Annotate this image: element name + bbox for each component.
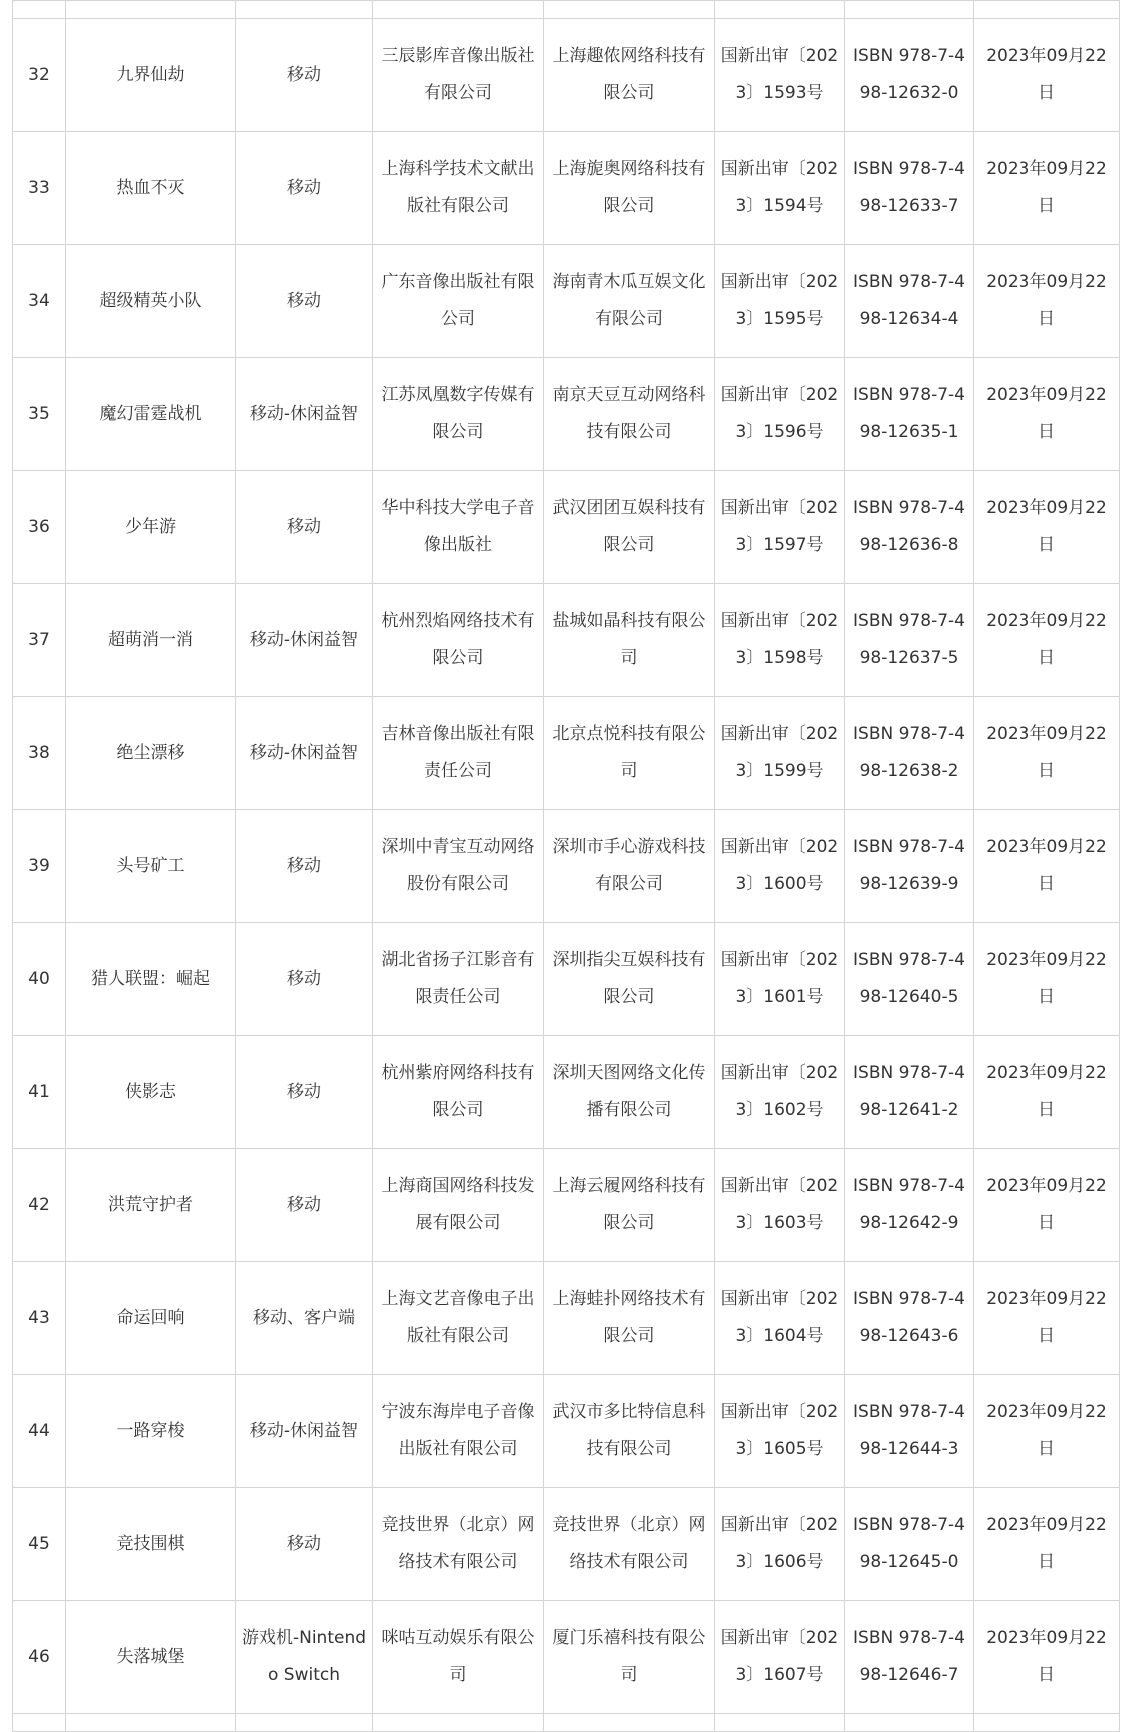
approval-date-cell: 2023年09月22日 bbox=[974, 584, 1120, 697]
platform-type-cell: 移动 bbox=[236, 1036, 373, 1149]
publisher-cell: 华中科技大学电子音像出版社 bbox=[373, 471, 544, 584]
approval-date-cell: 2023年09月22日 bbox=[974, 1149, 1120, 1262]
approval-number-cell: 国新出审〔2023〕1593号 bbox=[715, 19, 845, 132]
publisher-cell: 竞技世界（北京）网络技术有限公司 bbox=[373, 1488, 544, 1601]
platform-type-cell: 移动 bbox=[236, 1488, 373, 1601]
operator-cell: 上海趣侬网络科技有限公司 bbox=[544, 19, 715, 132]
table-row-partial-top bbox=[13, 1, 1120, 19]
row-number-cell: 38 bbox=[13, 697, 66, 810]
approval-date-cell: 2023年09月22日 bbox=[974, 1375, 1120, 1488]
game-name-cell: 一路穿梭 bbox=[66, 1375, 236, 1488]
approval-number-cell: 国新出审〔2023〕1602号 bbox=[715, 1036, 845, 1149]
approval-date-cell: 2023年09月22日 bbox=[974, 471, 1120, 584]
approval-date-cell: 2023年09月22日 bbox=[974, 1036, 1120, 1149]
isbn-cell: ISBN 978-7-498-12644-3 bbox=[845, 1375, 974, 1488]
approval-number-cell: 国新出审〔2023〕1596号 bbox=[715, 358, 845, 471]
operator-cell: 北京点悦科技有限公司 bbox=[544, 697, 715, 810]
platform-type-cell: 移动-休闲益智 bbox=[236, 1375, 373, 1488]
approval-number-cell: 国新出审〔2023〕1600号 bbox=[715, 810, 845, 923]
table-row bbox=[13, 1601, 1120, 1714]
operator-cell: 深圳市手心游戏科技有限公司 bbox=[544, 810, 715, 923]
platform-type-cell: 游戏机-Nintendo Switch bbox=[236, 1601, 373, 1714]
approval-date-cell: 2023年09月22日 bbox=[974, 697, 1120, 810]
game-name-cell: 命运回响 bbox=[66, 1262, 236, 1375]
game-name-cell: 洪荒守护者 bbox=[66, 1149, 236, 1262]
game-name-cell: 少年游 bbox=[66, 471, 236, 584]
platform-type-cell: 移动 bbox=[236, 923, 373, 1036]
table-row bbox=[13, 1262, 1120, 1375]
operator-cell: 深圳指尖互娱科技有限公司 bbox=[544, 923, 715, 1036]
approval-number-cell: 国新出审〔2023〕1598号 bbox=[715, 584, 845, 697]
isbn-cell: ISBN 978-7-498-12645-0 bbox=[845, 1488, 974, 1601]
table-row bbox=[13, 1375, 1120, 1488]
operator-cell: 上海蛙扑网络技术有限公司 bbox=[544, 1262, 715, 1375]
approval-date-cell: 2023年09月22日 bbox=[974, 1488, 1120, 1601]
row-number-cell: 35 bbox=[13, 358, 66, 471]
platform-type-cell: 移动 bbox=[236, 471, 373, 584]
row-number-cell: 32 bbox=[13, 19, 66, 132]
game-name-cell: 九界仙劫 bbox=[66, 19, 236, 132]
approval-date-cell: 2023年09月22日 bbox=[974, 358, 1120, 471]
approval-number-cell: 国新出审〔2023〕1594号 bbox=[715, 132, 845, 245]
isbn-cell: ISBN 978-7-498-12633-7 bbox=[845, 132, 974, 245]
row-number-cell: 44 bbox=[13, 1375, 66, 1488]
approval-date-cell: 2023年09月22日 bbox=[974, 810, 1120, 923]
approval-number-cell: 国新出审〔2023〕1607号 bbox=[715, 1601, 845, 1714]
game-name-cell: 失落城堡 bbox=[66, 1601, 236, 1714]
isbn-cell: ISBN 978-7-498-12635-1 bbox=[845, 358, 974, 471]
publisher-cell: 三辰影库音像出版社有限公司 bbox=[373, 19, 544, 132]
publisher-cell: 吉林音像出版社有限责任公司 bbox=[373, 697, 544, 810]
operator-cell: 武汉团团互娱科技有限公司 bbox=[544, 471, 715, 584]
isbn-cell: ISBN 978-7-498-12643-6 bbox=[845, 1262, 974, 1375]
approval-number-cell: 国新出审〔2023〕1601号 bbox=[715, 923, 845, 1036]
approval-number-cell: 国新出审〔2023〕1605号 bbox=[715, 1375, 845, 1488]
approval-date-cell: 2023年09月22日 bbox=[974, 19, 1120, 132]
platform-type-cell: 移动 bbox=[236, 19, 373, 132]
table-row bbox=[13, 1149, 1120, 1262]
row-number-cell: 43 bbox=[13, 1262, 66, 1375]
isbn-cell: ISBN 978-7-498-12639-9 bbox=[845, 810, 974, 923]
operator-cell: 盐城如晶科技有限公司 bbox=[544, 584, 715, 697]
platform-type-cell: 移动-休闲益智 bbox=[236, 358, 373, 471]
row-number-cell: 36 bbox=[13, 471, 66, 584]
table-row bbox=[13, 132, 1120, 245]
game-name-cell: 侠影志 bbox=[66, 1036, 236, 1149]
platform-type-cell: 移动-休闲益智 bbox=[236, 584, 373, 697]
publisher-cell: 湖北省扬子江影音有限责任公司 bbox=[373, 923, 544, 1036]
game-name-cell: 超级精英小队 bbox=[66, 245, 236, 358]
isbn-cell: ISBN 978-7-498-12646-7 bbox=[845, 1601, 974, 1714]
isbn-cell: ISBN 978-7-498-12634-4 bbox=[845, 245, 974, 358]
operator-cell: 竞技世界（北京）网络技术有限公司 bbox=[544, 1488, 715, 1601]
approval-date-cell: 2023年09月22日 bbox=[974, 245, 1120, 358]
publisher-cell: 江苏凤凰数字传媒有限公司 bbox=[373, 358, 544, 471]
publisher-cell: 杭州紫府网络科技有限公司 bbox=[373, 1036, 544, 1149]
row-number-cell: 37 bbox=[13, 584, 66, 697]
platform-type-cell: 移动 bbox=[236, 810, 373, 923]
game-name-cell: 绝尘漂移 bbox=[66, 697, 236, 810]
approval-number-cell: 国新出审〔2023〕1599号 bbox=[715, 697, 845, 810]
isbn-cell: ISBN 978-7-498-12637-5 bbox=[845, 584, 974, 697]
table-body bbox=[13, 1, 1120, 1732]
platform-type-cell: 移动、客户端 bbox=[236, 1262, 373, 1375]
platform-type-cell: 移动 bbox=[236, 245, 373, 358]
row-number-cell: 39 bbox=[13, 810, 66, 923]
isbn-cell: ISBN 978-7-498-12641-2 bbox=[845, 1036, 974, 1149]
isbn-cell: ISBN 978-7-498-12638-2 bbox=[845, 697, 974, 810]
row-number-cell: 33 bbox=[13, 132, 66, 245]
approval-number-cell: 国新出审〔2023〕1604号 bbox=[715, 1262, 845, 1375]
table-row bbox=[13, 584, 1120, 697]
platform-type-cell: 移动 bbox=[236, 132, 373, 245]
platform-type-cell: 移动 bbox=[236, 1149, 373, 1262]
publisher-cell: 宁波东海岸电子音像出版社有限公司 bbox=[373, 1375, 544, 1488]
isbn-cell: ISBN 978-7-498-12642-9 bbox=[845, 1149, 974, 1262]
publisher-cell: 上海科学技术文献出版社有限公司 bbox=[373, 132, 544, 245]
approval-date-cell: 2023年09月22日 bbox=[974, 1262, 1120, 1375]
isbn-cell: ISBN 978-7-498-12640-5 bbox=[845, 923, 974, 1036]
table-row bbox=[13, 1036, 1120, 1149]
table-row bbox=[13, 810, 1120, 923]
publisher-cell: 广东音像出版社有限公司 bbox=[373, 245, 544, 358]
game-approval-table bbox=[12, 0, 1120, 1732]
approval-date-cell: 2023年09月22日 bbox=[974, 923, 1120, 1036]
publisher-cell: 杭州烈焰网络技术有限公司 bbox=[373, 584, 544, 697]
game-name-cell: 竞技围棋 bbox=[66, 1488, 236, 1601]
game-name-cell: 超萌消一消 bbox=[66, 584, 236, 697]
row-number-cell: 40 bbox=[13, 923, 66, 1036]
operator-cell: 南京天豆互动网络科技有限公司 bbox=[544, 358, 715, 471]
row-number-cell: 45 bbox=[13, 1488, 66, 1601]
table-row bbox=[13, 358, 1120, 471]
approval-number-cell: 国新出审〔2023〕1606号 bbox=[715, 1488, 845, 1601]
row-number-cell: 46 bbox=[13, 1601, 66, 1714]
table-row bbox=[13, 1488, 1120, 1601]
table-row bbox=[13, 245, 1120, 358]
isbn-cell: ISBN 978-7-498-12636-8 bbox=[845, 471, 974, 584]
approval-number-cell: 国新出审〔2023〕1595号 bbox=[715, 245, 845, 358]
game-name-cell: 猎人联盟：崛起 bbox=[66, 923, 236, 1036]
publisher-cell: 上海文艺音像电子出版社有限公司 bbox=[373, 1262, 544, 1375]
table-row bbox=[13, 923, 1120, 1036]
publisher-cell: 深圳中青宝互动网络股份有限公司 bbox=[373, 810, 544, 923]
platform-type-cell: 移动-休闲益智 bbox=[236, 697, 373, 810]
approval-number-cell: 国新出审〔2023〕1597号 bbox=[715, 471, 845, 584]
table-row bbox=[13, 697, 1120, 810]
operator-cell: 上海云履网络科技有限公司 bbox=[544, 1149, 715, 1262]
operator-cell: 厦门乐禧科技有限公司 bbox=[544, 1601, 715, 1714]
game-name-cell: 头号矿工 bbox=[66, 810, 236, 923]
game-name-cell: 热血不灭 bbox=[66, 132, 236, 245]
operator-cell: 深圳天图网络文化传播有限公司 bbox=[544, 1036, 715, 1149]
row-number-cell: 34 bbox=[13, 245, 66, 358]
operator-cell: 武汉市多比特信息科技有限公司 bbox=[544, 1375, 715, 1488]
game-name-cell: 魔幻雷霆战机 bbox=[66, 358, 236, 471]
operator-cell: 上海旎奥网络科技有限公司 bbox=[544, 132, 715, 245]
table-row-partial-bottom bbox=[13, 1714, 1120, 1732]
publisher-cell: 咪咕互动娱乐有限公司 bbox=[373, 1601, 544, 1714]
isbn-cell: ISBN 978-7-498-12632-0 bbox=[845, 19, 974, 132]
approval-date-cell: 2023年09月22日 bbox=[974, 1601, 1120, 1714]
row-number-cell: 42 bbox=[13, 1149, 66, 1262]
approval-number-cell: 国新出审〔2023〕1603号 bbox=[715, 1149, 845, 1262]
table-row bbox=[13, 19, 1120, 132]
approval-date-cell: 2023年09月22日 bbox=[974, 132, 1120, 245]
operator-cell: 海南青木瓜互娱文化有限公司 bbox=[544, 245, 715, 358]
publisher-cell: 上海商国网络科技发展有限公司 bbox=[373, 1149, 544, 1262]
row-number-cell: 41 bbox=[13, 1036, 66, 1149]
table-row bbox=[13, 471, 1120, 584]
